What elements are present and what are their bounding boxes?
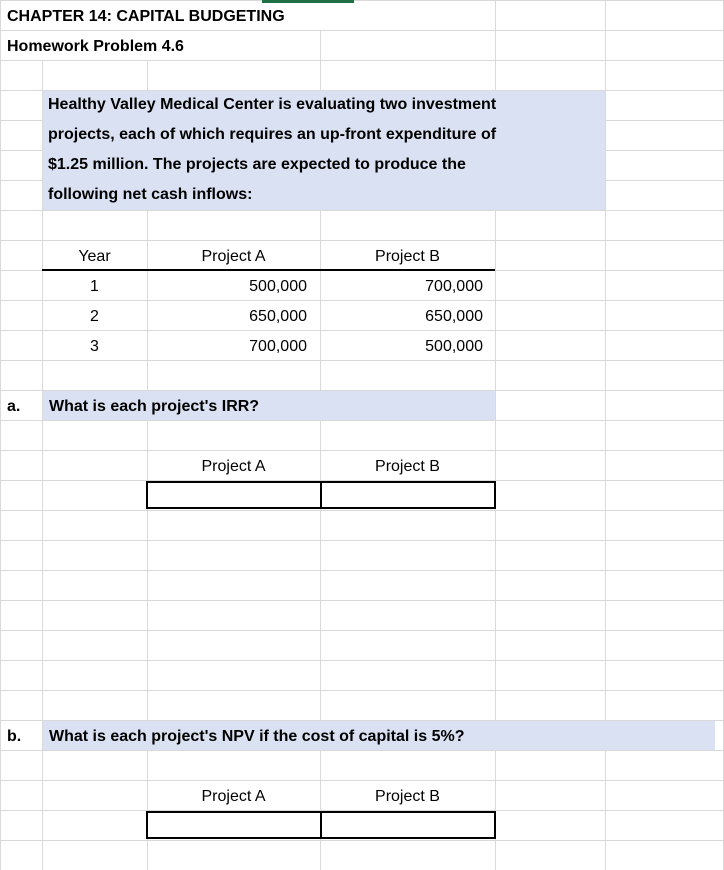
part-b-project-a-label: Project A bbox=[201, 788, 266, 805]
part-a-project-a-label: Project A bbox=[201, 458, 266, 475]
table-cell-project-b[interactable]: 500,000 bbox=[425, 338, 483, 355]
intro-paragraph bbox=[48, 90, 600, 210]
part-b-project-b-label: Project B bbox=[375, 788, 440, 805]
header-underline bbox=[42, 269, 495, 271]
table-cell-year[interactable]: 3 bbox=[90, 338, 99, 355]
npv-answer-cell-project-b[interactable] bbox=[320, 811, 496, 839]
table-cell-project-b[interactable]: 700,000 bbox=[425, 278, 483, 295]
irr-answer-cell-project-a[interactable] bbox=[146, 481, 322, 509]
table-cell-project-a[interactable]: 500,000 bbox=[249, 278, 307, 295]
table-cell-year[interactable]: 1 bbox=[90, 278, 99, 295]
part-a-question: What is each project's IRR? bbox=[49, 398, 260, 415]
col-header-project-b: Project B bbox=[375, 248, 440, 265]
part-b-question: What is each project's NPV if the cost of capital is 5%? bbox=[49, 728, 465, 745]
part-a-project-b-label: Project B bbox=[375, 458, 440, 475]
table-cell-project-a[interactable]: 650,000 bbox=[249, 308, 307, 325]
table-cell-project-a[interactable]: 700,000 bbox=[249, 338, 307, 355]
part-a-label: a. bbox=[7, 398, 21, 415]
npv-answer-cell-project-a[interactable] bbox=[146, 811, 322, 839]
col-header-project-a: Project A bbox=[201, 248, 266, 265]
irr-answer-cell-project-b[interactable] bbox=[320, 481, 496, 509]
intro-line: projects, each of which requires an up-front expenditure of bbox=[48, 126, 497, 143]
chapter-title: CHAPTER 14: CAPITAL BUDGETING bbox=[7, 8, 285, 25]
intro-line: $1.25 million. The projects are expected to produce the bbox=[48, 156, 466, 173]
table-cell-year[interactable]: 2 bbox=[90, 308, 99, 325]
col-header-year: Year bbox=[78, 248, 111, 265]
table-cell-project-b[interactable]: 650,000 bbox=[425, 308, 483, 325]
intro-line: following net cash inflows: bbox=[48, 186, 253, 203]
part-b-label: b. bbox=[7, 728, 22, 745]
intro-line: Healthy Valley Medical Center is evaluating two investment bbox=[48, 96, 497, 113]
problem-title: Homework Problem 4.6 bbox=[7, 38, 184, 55]
